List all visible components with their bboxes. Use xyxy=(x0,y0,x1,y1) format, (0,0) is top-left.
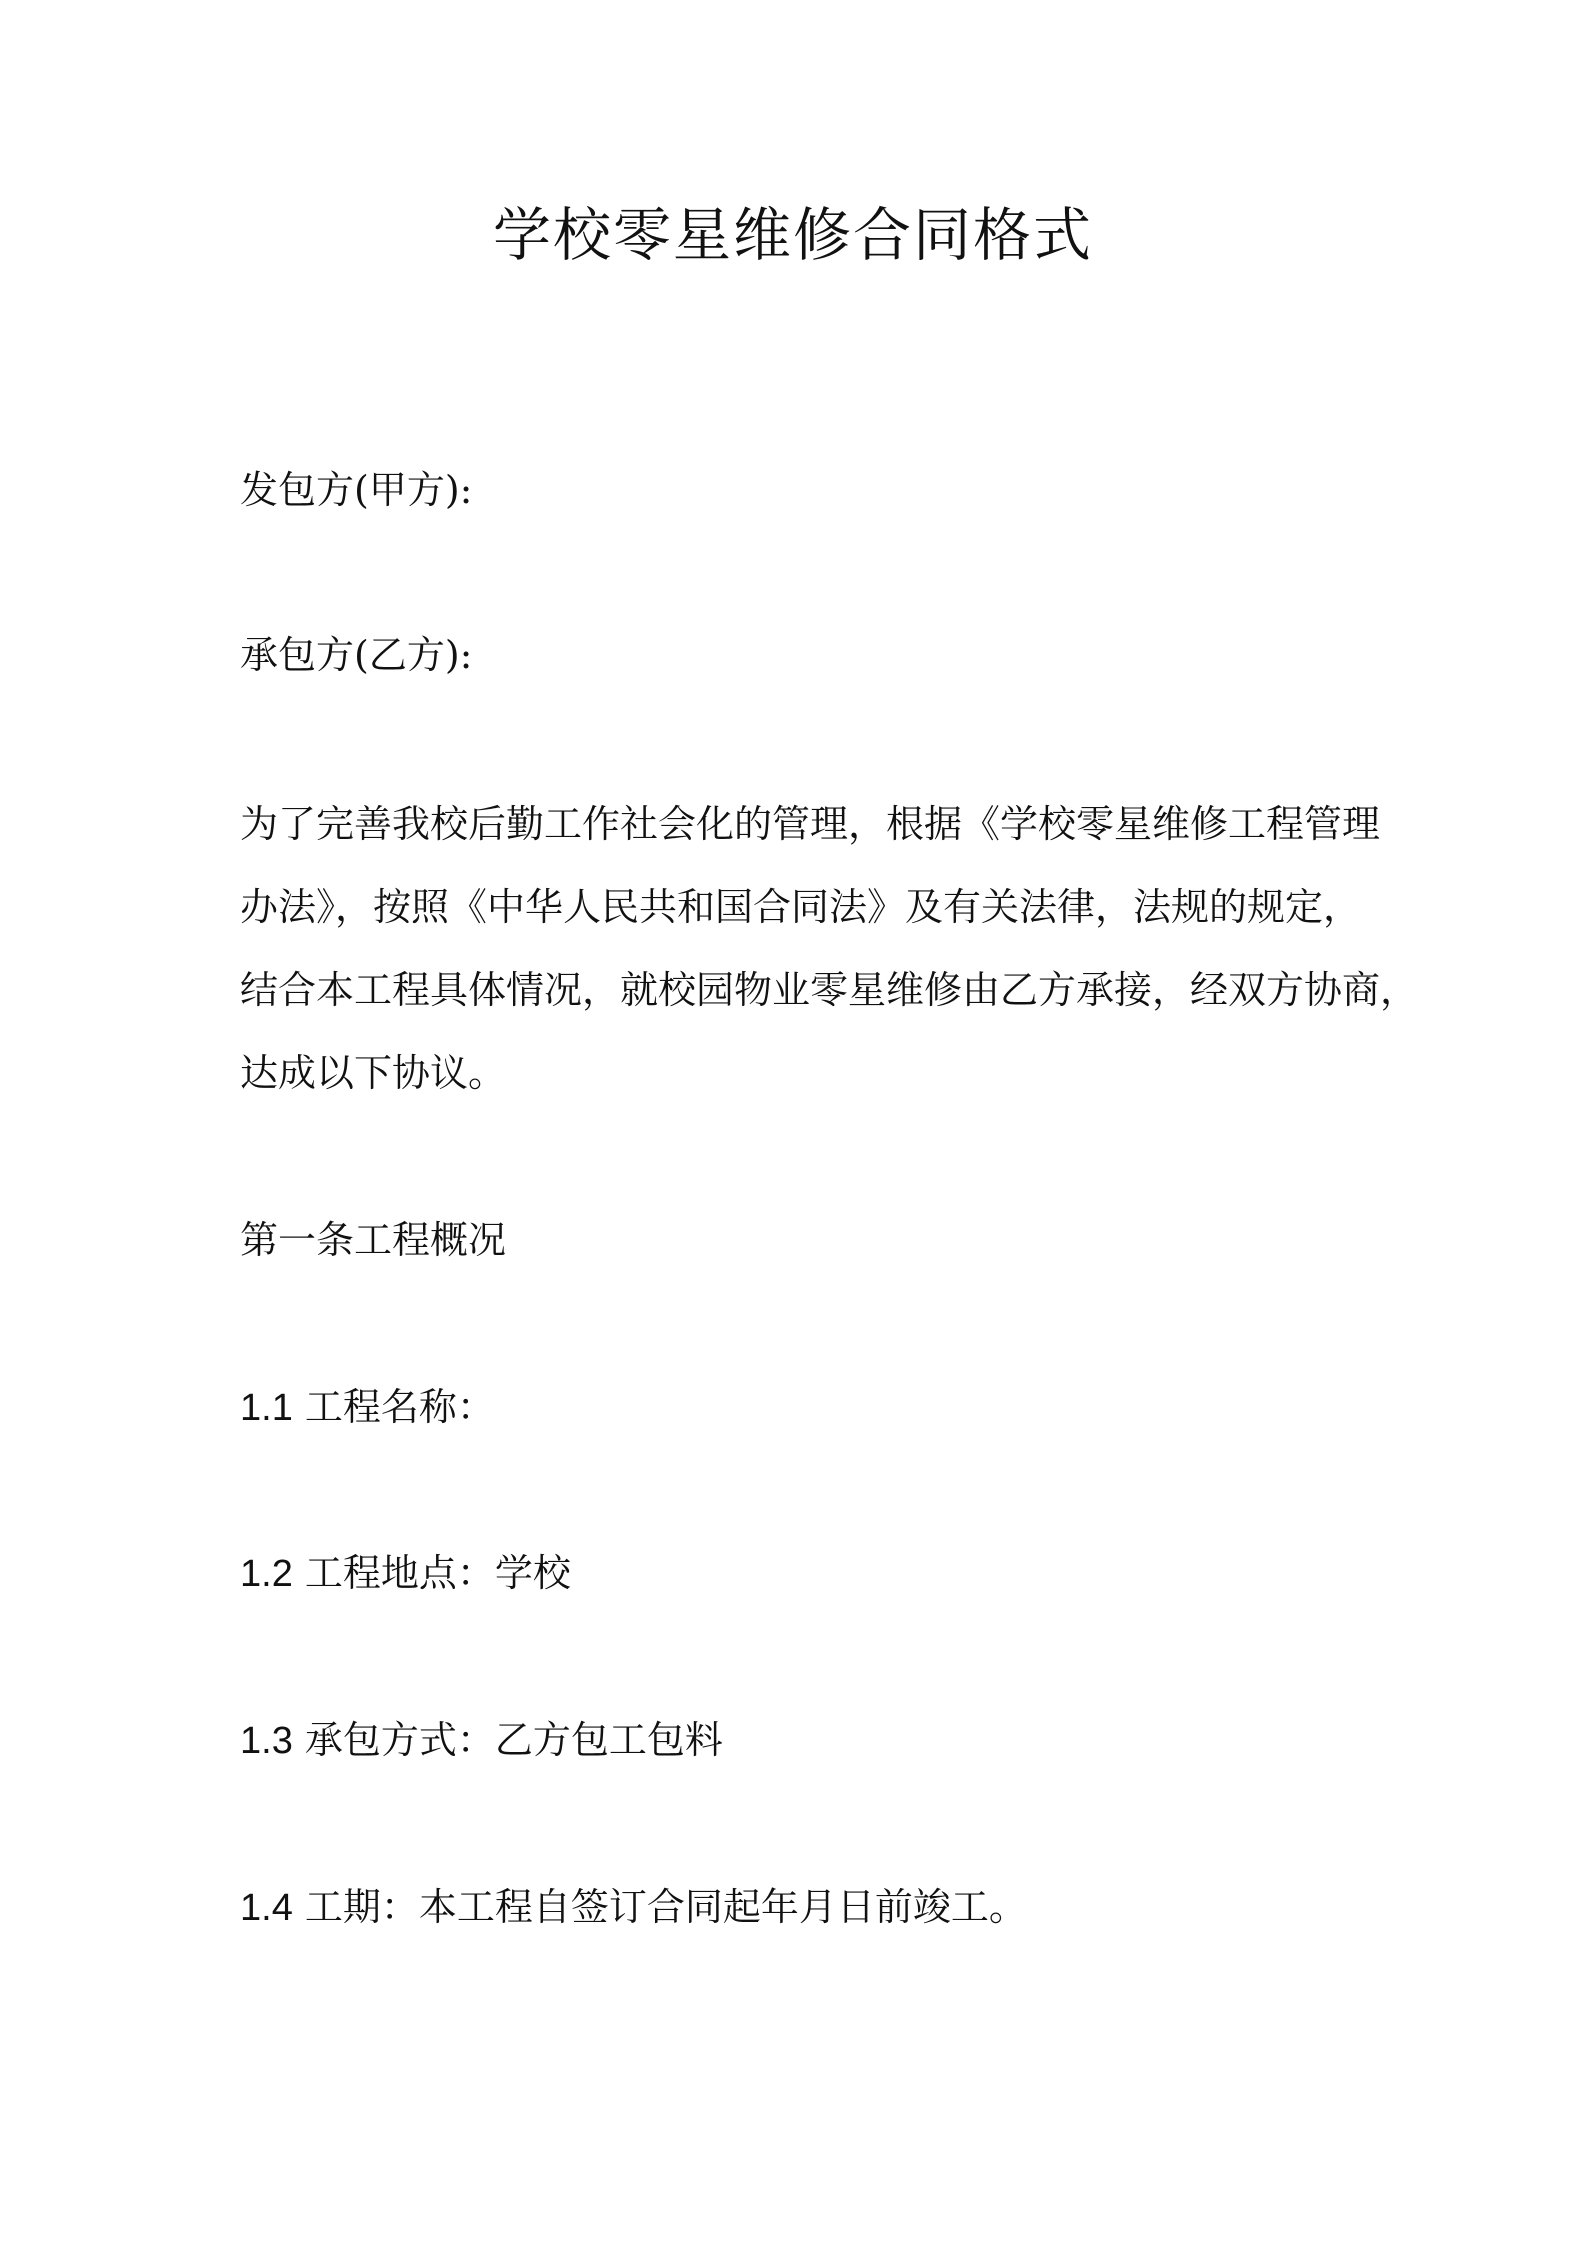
item-1-1 xyxy=(240,1382,1390,1433)
item-text: 工期：本工程自签订合同起年月日前竣工。 xyxy=(304,1885,1027,1929)
item-text: 工程名称： xyxy=(304,1385,495,1429)
intro-line: 达成以下协议。 xyxy=(240,1051,507,1095)
item-text: 工程地点：学校 xyxy=(304,1551,571,1595)
item-number: 1.1 xyxy=(240,1387,293,1429)
item-number: 1.4 xyxy=(240,1887,293,1929)
item-number: 1.2 xyxy=(240,1553,293,1595)
item-1-4 xyxy=(240,1882,1390,1933)
party-b-line: 承包方(乙方): xyxy=(240,633,473,677)
item-1-2 xyxy=(240,1548,1390,1599)
item-number: 1.3 xyxy=(240,1720,293,1762)
item-1-3 xyxy=(240,1715,1390,1766)
intro-paragraph xyxy=(240,783,1419,1115)
item-text: 承包方式：乙方包工包料 xyxy=(304,1718,723,1762)
intro-line: 结合本工程具体情况，就校园物业零星维修由乙方承接，经双方协商， xyxy=(240,968,1419,1012)
party-a-line: 发包方(甲方): xyxy=(240,468,473,512)
intro-line: 为了完善我校后勤工作社会化的管理，根据《学校零星维修工程管理 xyxy=(240,802,1381,846)
article-1-heading: 第一条工程概况 xyxy=(240,1218,507,1262)
document-title: 学校零星维修合同格式 xyxy=(492,201,1093,269)
intro-line: 办法》，按照《中华人民共和国合同法》及有关法律，法规的规定， xyxy=(240,885,1362,929)
